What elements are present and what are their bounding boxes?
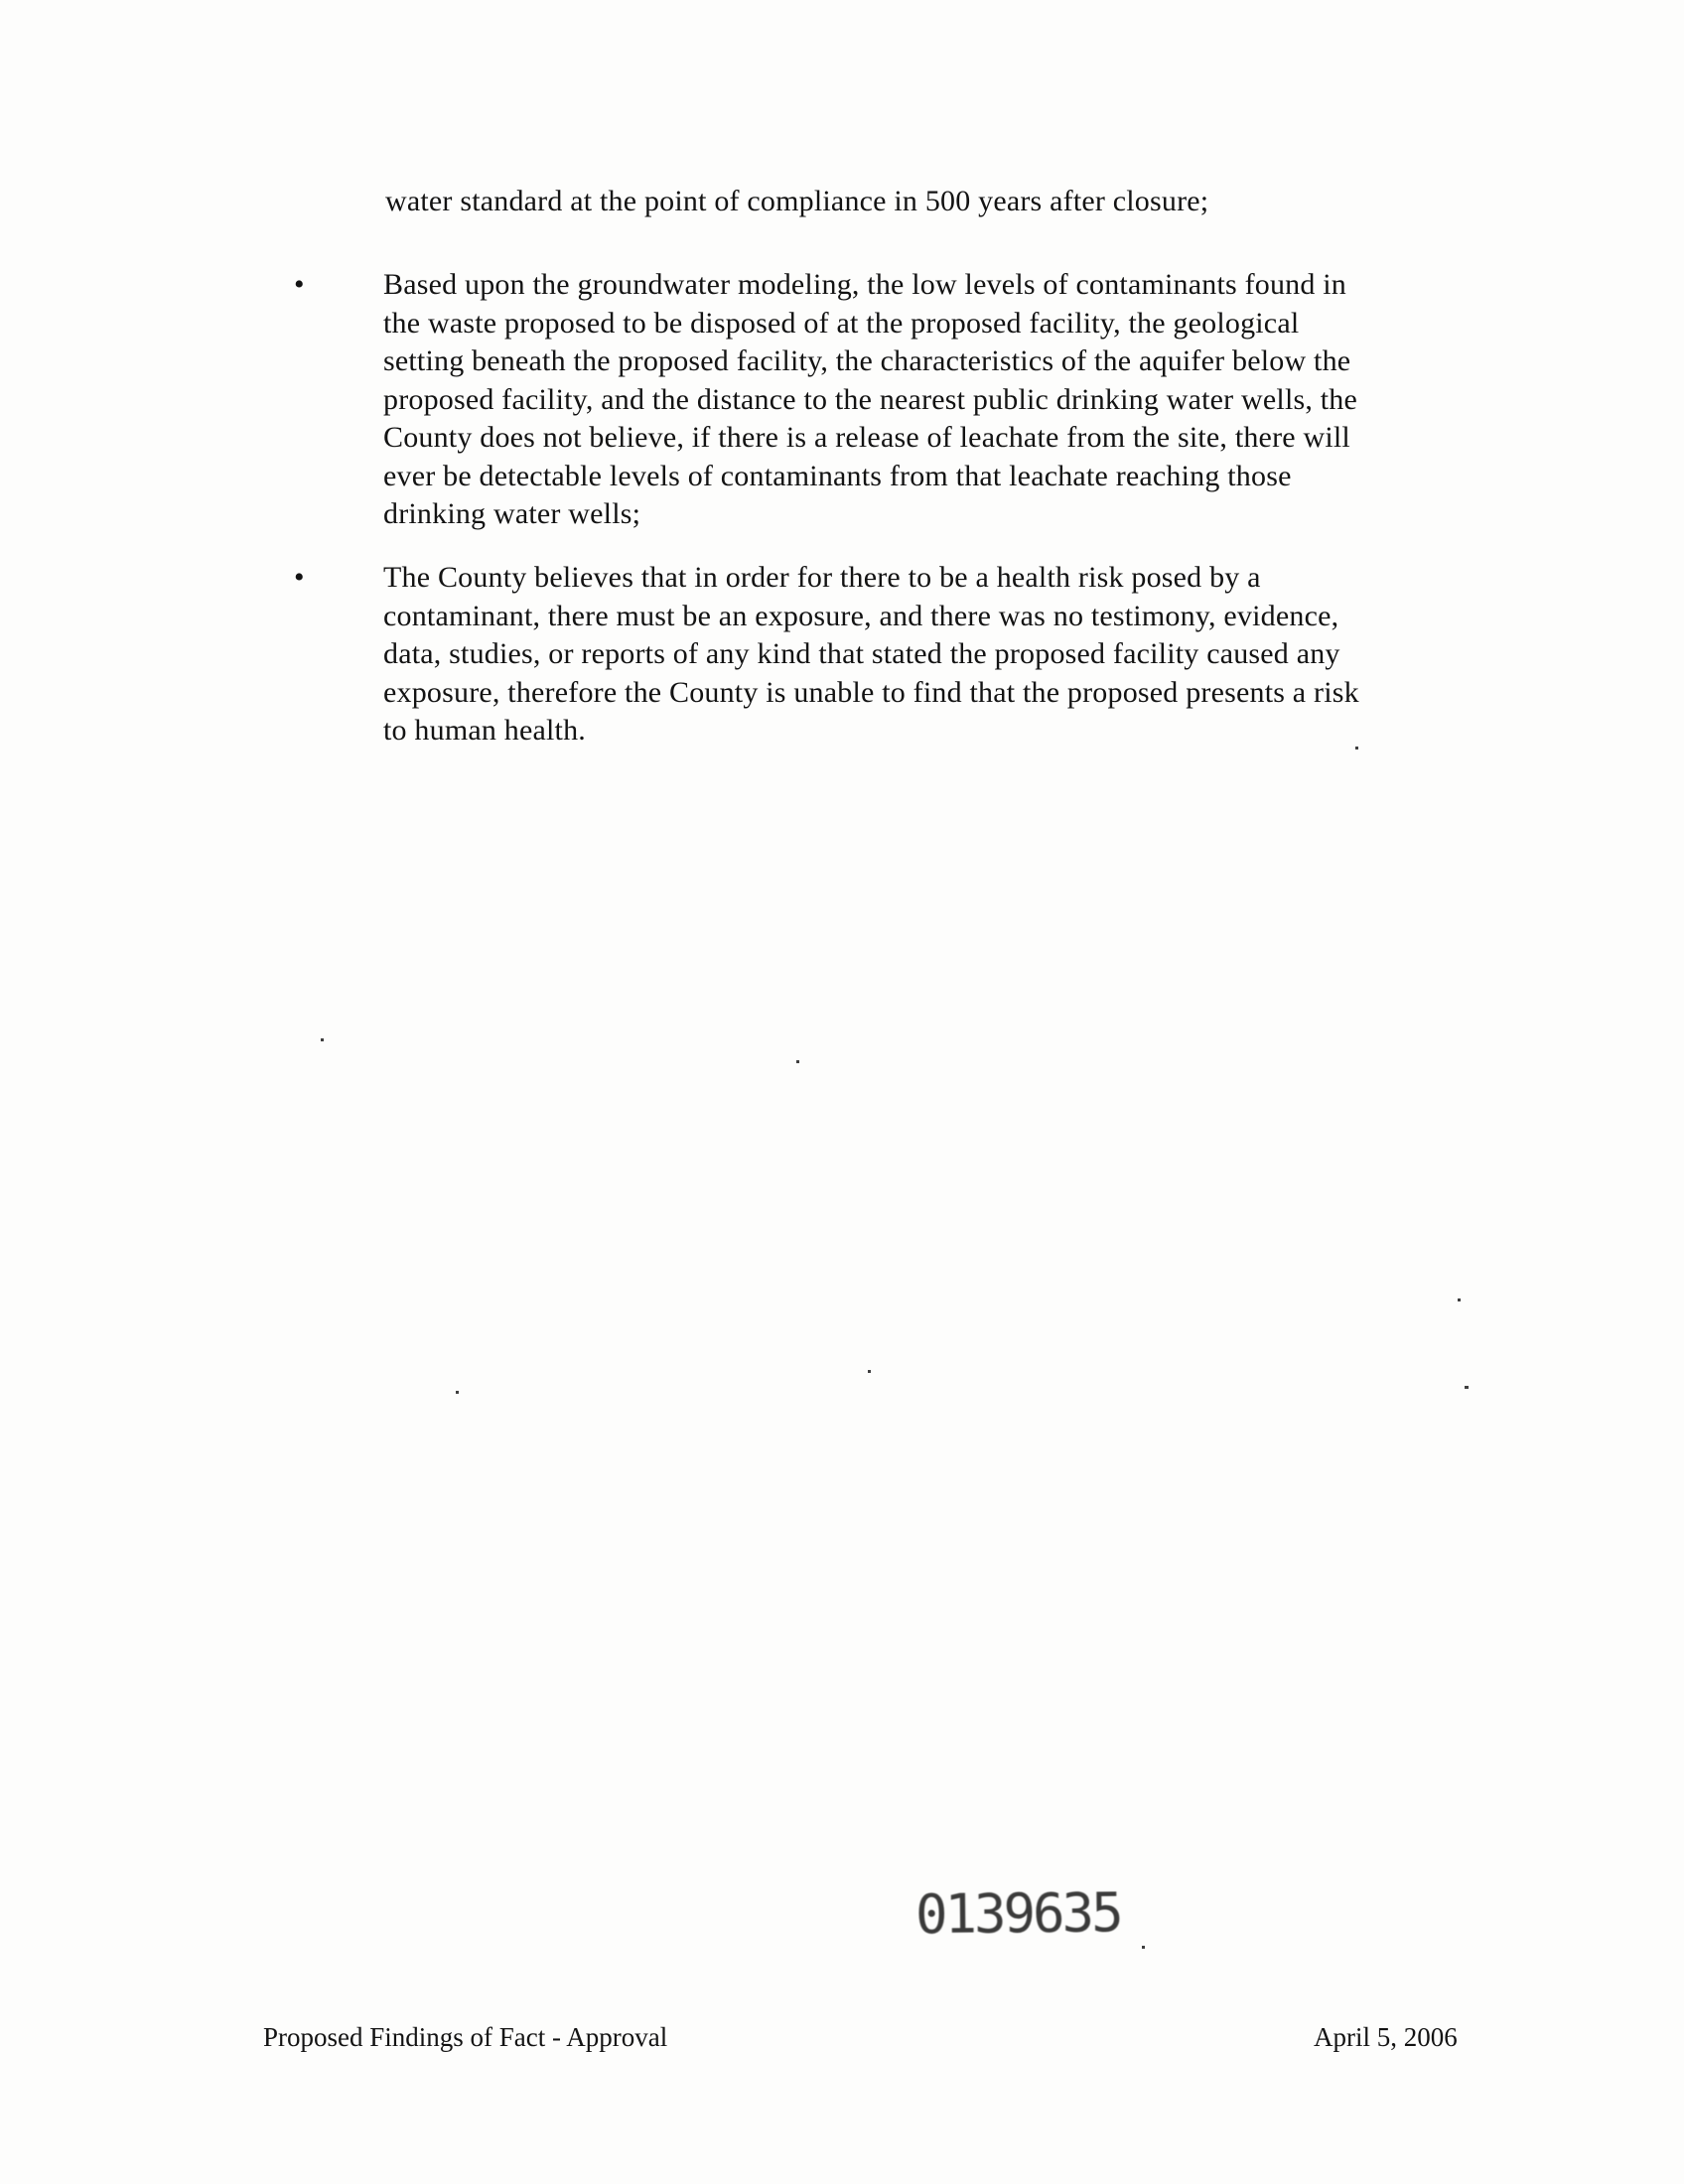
- scan-speck: [1142, 1946, 1145, 1949]
- footer-date: April 5, 2006: [1314, 2022, 1458, 2052]
- scan-speck: [1458, 1298, 1461, 1301]
- scan-speck: [1465, 1386, 1469, 1389]
- bullet-icon: •: [294, 561, 305, 594]
- bullet-paragraph-groundwater: Based upon the groundwater modeling, the low levels of contaminants found in the waste proposed to be disposed of at the proposed facility, the geological setting beneath the proposed facility, the characteristics of the aquifer below the proposed facility, and the distance to the nearest public drinking water wells, the County does not believe, if there is a release of leachate from the site, there will ever be detectable levels of contaminants from that leachate reaching those drinking water wells;: [383, 268, 1358, 530]
- scan-speck: [868, 1370, 871, 1373]
- scan-speck: [796, 1060, 799, 1063]
- scan-speck: [1355, 747, 1358, 750]
- footer-document-title: Proposed Findings of Fact - Approval: [263, 2022, 668, 2052]
- bates-stamp-number: 0139635: [914, 1880, 1121, 1947]
- scan-speck: [321, 1038, 324, 1041]
- bullet-paragraph-health-risk: The County believes that in order for there to be a health risk posed by a contaminant, there must be an exposure, and there was no testimony, evidence, data, studies, or reports of any kind that stated the proposed facility caused any exposure, therefore the County is unable to find that the proposed presents a risk to human health.: [383, 561, 1359, 747]
- scan-speck: [456, 1391, 459, 1394]
- paragraph-continuation: water standard at the point of compliance in 500 years after closure;: [385, 185, 1209, 217]
- bullet-icon: •: [294, 268, 305, 301]
